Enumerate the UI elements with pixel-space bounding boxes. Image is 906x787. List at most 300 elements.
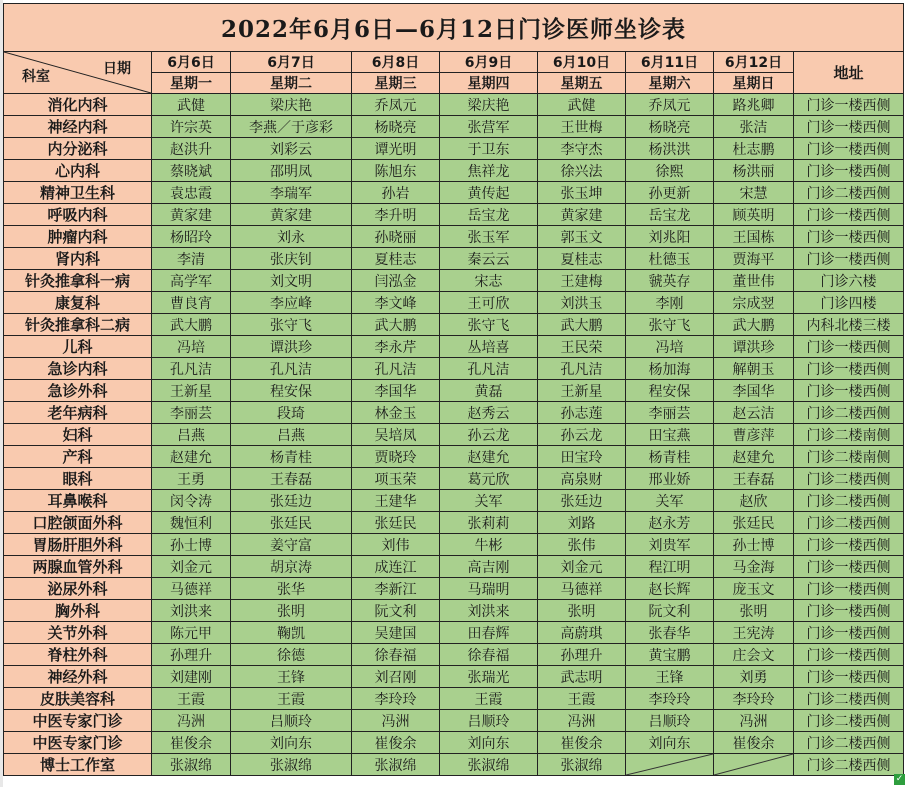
address-cell[interactable]: 门诊六楼 [794, 270, 904, 292]
doctor-cell[interactable]: 赵建允 [152, 446, 231, 468]
doctor-cell[interactable]: 宋志 [440, 270, 538, 292]
address-cell[interactable]: 内科北楼三楼 [794, 314, 904, 336]
address-cell[interactable]: 门诊一楼西侧 [794, 358, 904, 380]
department-cell[interactable]: 心内科 [4, 160, 152, 182]
doctor-cell[interactable]: 田春辉 [440, 622, 538, 644]
doctor-cell[interactable]: 张明 [714, 600, 794, 622]
doctor-cell[interactable]: 冯洲 [152, 710, 231, 732]
doctor-cell[interactable]: 孙晓丽 [352, 226, 440, 248]
doctor-cell[interactable]: 张玉坤 [538, 182, 626, 204]
doctor-cell[interactable]: 赵永芳 [626, 512, 714, 534]
address-cell[interactable]: 门诊一楼西侧 [794, 336, 904, 358]
department-cell[interactable]: 耳鼻喉科 [4, 490, 152, 512]
department-cell[interactable]: 口腔颌面外科 [4, 512, 152, 534]
doctor-cell[interactable]: 孙理升 [152, 644, 231, 666]
doctor-cell[interactable]: 冯洲 [352, 710, 440, 732]
doctor-cell[interactable]: 张淑绵 [352, 754, 440, 776]
doctor-cell[interactable]: 吴培凤 [352, 424, 440, 446]
doctor-cell[interactable]: 段琦 [231, 402, 352, 424]
doctor-cell[interactable]: 王建华 [352, 490, 440, 512]
address-cell[interactable]: 门诊一楼西侧 [794, 622, 904, 644]
doctor-cell[interactable]: 孔凡洁 [440, 358, 538, 380]
doctor-cell[interactable]: 郭玉文 [538, 226, 626, 248]
doctor-cell[interactable]: 贾晓玲 [352, 446, 440, 468]
weekday-header[interactable]: 星期六 [626, 73, 714, 94]
doctor-cell[interactable]: 李永芹 [352, 336, 440, 358]
doctor-cell[interactable]: 刘洪来 [152, 600, 231, 622]
doctor-cell[interactable]: 武健 [152, 94, 231, 116]
address-cell[interactable]: 门诊二楼西侧 [794, 402, 904, 424]
address-cell[interactable]: 门诊一楼西侧 [794, 248, 904, 270]
doctor-cell[interactable]: 孔凡洁 [352, 358, 440, 380]
doctor-cell[interactable]: 孔凡洁 [231, 358, 352, 380]
department-cell[interactable]: 皮肤美容科 [4, 688, 152, 710]
date-header[interactable]: 6月8日 [352, 52, 440, 73]
doctor-cell[interactable]: 宗成翌 [714, 292, 794, 314]
doctor-cell[interactable]: 杨晓亮 [626, 116, 714, 138]
doctor-cell[interactable]: 徐熙 [626, 160, 714, 182]
doctor-cell[interactable]: 李文峰 [352, 292, 440, 314]
department-cell[interactable]: 肾内科 [4, 248, 152, 270]
doctor-cell[interactable]: 关军 [440, 490, 538, 512]
doctor-cell[interactable]: 黄磊 [440, 380, 538, 402]
doctor-cell[interactable]: 武大鹏 [352, 314, 440, 336]
doctor-cell[interactable]: 赵云洁 [714, 402, 794, 424]
weekday-header[interactable]: 星期三 [352, 73, 440, 94]
doctor-cell[interactable]: 王霞 [440, 688, 538, 710]
doctor-cell[interactable]: 夏桂志 [538, 248, 626, 270]
address-cell[interactable]: 门诊一楼西侧 [794, 578, 904, 600]
address-cell[interactable]: 门诊二楼西侧 [794, 710, 904, 732]
doctor-cell[interactable]: 张守飞 [626, 314, 714, 336]
doctor-cell[interactable]: 张春华 [626, 622, 714, 644]
corner-header[interactable] [4, 52, 152, 94]
doctor-cell[interactable]: 张廷民 [231, 512, 352, 534]
doctor-cell[interactable]: 张瑞光 [440, 666, 538, 688]
doctor-cell[interactable]: 崔俊余 [538, 732, 626, 754]
doctor-cell[interactable]: 葛元欣 [440, 468, 538, 490]
doctor-cell[interactable]: 张守飞 [231, 314, 352, 336]
doctor-cell[interactable]: 刘勇 [714, 666, 794, 688]
department-cell[interactable]: 康复科 [4, 292, 152, 314]
doctor-cell[interactable]: 马德祥 [538, 578, 626, 600]
doctor-cell[interactable]: 李升明 [352, 204, 440, 226]
doctor-cell[interactable]: 鞠凯 [231, 622, 352, 644]
doctor-cell[interactable]: 程安保 [626, 380, 714, 402]
doctor-cell[interactable]: 张廷边 [538, 490, 626, 512]
doctor-cell[interactable]: 孙志莲 [538, 402, 626, 424]
doctor-cell[interactable]: 刘路 [538, 512, 626, 534]
doctor-cell[interactable]: 黄家建 [538, 204, 626, 226]
doctor-cell[interactable]: 杨加海 [626, 358, 714, 380]
department-cell[interactable]: 眼科 [4, 468, 152, 490]
address-cell[interactable]: 门诊二楼西侧 [794, 182, 904, 204]
doctor-cell[interactable]: 张廷民 [352, 512, 440, 534]
department-cell[interactable]: 急诊内科 [4, 358, 152, 380]
doctor-cell[interactable]: 杜德玉 [626, 248, 714, 270]
address-cell[interactable]: 门诊一楼西侧 [794, 644, 904, 666]
doctor-cell[interactable]: 赵建允 [440, 446, 538, 468]
department-cell[interactable]: 博士工作室 [4, 754, 152, 776]
doctor-cell[interactable]: 许宗英 [152, 116, 231, 138]
doctor-cell[interactable]: 庄会文 [714, 644, 794, 666]
doctor-cell[interactable]: 王国栋 [714, 226, 794, 248]
doctor-cell[interactable]: 刘向东 [231, 732, 352, 754]
weekday-header[interactable]: 星期二 [231, 73, 352, 94]
address-cell[interactable]: 门诊一楼西侧 [794, 160, 904, 182]
doctor-cell[interactable]: 刘建刚 [152, 666, 231, 688]
doctor-cell[interactable]: 孔凡洁 [152, 358, 231, 380]
doctor-cell[interactable]: 王建梅 [538, 270, 626, 292]
empty-cell[interactable] [714, 754, 794, 776]
doctor-cell[interactable]: 崔俊余 [352, 732, 440, 754]
doctor-cell[interactable]: 谭洪珍 [231, 336, 352, 358]
address-cell[interactable]: 门诊一楼西侧 [794, 138, 904, 160]
doctor-cell[interactable]: 李玲玲 [352, 688, 440, 710]
doctor-cell[interactable]: 曹彦萍 [714, 424, 794, 446]
doctor-cell[interactable]: 刘永 [231, 226, 352, 248]
doctor-cell[interactable]: 乔凤元 [352, 94, 440, 116]
doctor-cell[interactable]: 赵洪升 [152, 138, 231, 160]
doctor-cell[interactable]: 高蔚琪 [538, 622, 626, 644]
doctor-cell[interactable]: 孙更新 [626, 182, 714, 204]
doctor-cell[interactable]: 武志明 [538, 666, 626, 688]
doctor-cell[interactable]: 关军 [626, 490, 714, 512]
doctor-cell[interactable]: 阮文利 [626, 600, 714, 622]
doctor-cell[interactable]: 王可欣 [440, 292, 538, 314]
doctor-cell[interactable]: 王新星 [152, 380, 231, 402]
address-cell[interactable]: 门诊二楼南侧 [794, 446, 904, 468]
doctor-cell[interactable]: 邢业娇 [626, 468, 714, 490]
doctor-cell[interactable]: 杨青桂 [231, 446, 352, 468]
doctor-cell[interactable]: 梁庆艳 [440, 94, 538, 116]
doctor-cell[interactable]: 杨晓亮 [352, 116, 440, 138]
doctor-cell[interactable]: 吕顺玲 [440, 710, 538, 732]
doctor-cell[interactable]: 黄家建 [231, 204, 352, 226]
address-cell[interactable]: 门诊一楼西侧 [794, 556, 904, 578]
doctor-cell[interactable]: 张明 [231, 600, 352, 622]
doctor-cell[interactable]: 王锋 [231, 666, 352, 688]
doctor-cell[interactable]: 杨洪丽 [714, 160, 794, 182]
doctor-cell[interactable]: 吴建国 [352, 622, 440, 644]
address-cell[interactable]: 门诊一楼西侧 [794, 600, 904, 622]
doctor-cell[interactable]: 李守杰 [538, 138, 626, 160]
doctor-cell[interactable]: 李玲玲 [626, 688, 714, 710]
doctor-cell[interactable]: 崔俊余 [152, 732, 231, 754]
doctor-cell[interactable]: 闫泓金 [352, 270, 440, 292]
doctor-cell[interactable]: 孙云龙 [440, 424, 538, 446]
doctor-cell[interactable]: 王世梅 [538, 116, 626, 138]
doctor-cell[interactable]: 魏恒利 [152, 512, 231, 534]
doctor-cell[interactable]: 徐春福 [440, 644, 538, 666]
doctor-cell[interactable]: 张洁 [714, 116, 794, 138]
doctor-cell[interactable]: 王锋 [626, 666, 714, 688]
doctor-cell[interactable]: 武健 [538, 94, 626, 116]
department-cell[interactable]: 肿瘤内科 [4, 226, 152, 248]
weekday-header[interactable]: 星期四 [440, 73, 538, 94]
address-cell[interactable]: 门诊二楼西侧 [794, 754, 904, 776]
doctor-cell[interactable]: 刘贵军 [626, 534, 714, 556]
doctor-cell[interactable]: 曹良宵 [152, 292, 231, 314]
department-cell[interactable]: 中医专家门诊 [4, 732, 152, 754]
doctor-cell[interactable]: 陈元甲 [152, 622, 231, 644]
doctor-cell[interactable]: 李瑞军 [231, 182, 352, 204]
doctor-cell[interactable]: 李应峰 [231, 292, 352, 314]
doctor-cell[interactable]: 李清 [152, 248, 231, 270]
doctor-cell[interactable]: 高学军 [152, 270, 231, 292]
doctor-cell[interactable]: 陈旭东 [352, 160, 440, 182]
doctor-cell[interactable]: 梁庆艳 [231, 94, 352, 116]
address-cell[interactable]: 门诊一楼西侧 [794, 94, 904, 116]
date-header[interactable]: 6月10日 [538, 52, 626, 73]
table-row [4, 314, 904, 336]
doctor-cell[interactable]: 高泉财 [538, 468, 626, 490]
date-header[interactable]: 6月11日 [626, 52, 714, 73]
doctor-cell[interactable]: 乔凤元 [626, 94, 714, 116]
doctor-cell[interactable]: 崔俊余 [714, 732, 794, 754]
address-cell[interactable]: 门诊四楼 [794, 292, 904, 314]
doctor-cell[interactable]: 黄家建 [152, 204, 231, 226]
doctor-cell[interactable]: 杜志鹏 [714, 138, 794, 160]
doctor-cell[interactable]: 李刚 [626, 292, 714, 314]
doctor-cell[interactable]: 路兆卿 [714, 94, 794, 116]
doctor-cell[interactable]: 高吉刚 [440, 556, 538, 578]
doctor-cell[interactable]: 李国华 [714, 380, 794, 402]
address-cell[interactable]: 门诊二楼南侧 [794, 424, 904, 446]
doctor-cell[interactable]: 刘金元 [538, 556, 626, 578]
address-cell[interactable]: 门诊一楼西侧 [794, 534, 904, 556]
doctor-cell[interactable]: 张廷边 [231, 490, 352, 512]
date-header[interactable]: 6月9日 [440, 52, 538, 73]
doctor-cell[interactable]: 杨青桂 [626, 446, 714, 468]
doctor-cell[interactable]: 贾海平 [714, 248, 794, 270]
department-cell[interactable]: 产科 [4, 446, 152, 468]
doctor-cell[interactable]: 刘向东 [440, 732, 538, 754]
doctor-cell[interactable]: 宋慧 [714, 182, 794, 204]
doctor-cell[interactable]: 冯洲 [538, 710, 626, 732]
address-cell[interactable]: 门诊一楼西侧 [794, 204, 904, 226]
doctor-cell[interactable]: 张淑绵 [231, 754, 352, 776]
doctor-cell[interactable]: 顾英明 [714, 204, 794, 226]
doctor-cell[interactable]: 庞玉文 [714, 578, 794, 600]
doctor-cell[interactable]: 胡京涛 [231, 556, 352, 578]
date-header[interactable]: 6月6日 [152, 52, 231, 73]
department-cell[interactable]: 儿科 [4, 336, 152, 358]
doctor-cell[interactable]: 王勇 [152, 468, 231, 490]
date-header[interactable]: 6月7日 [231, 52, 352, 73]
doctor-cell[interactable]: 武大鹏 [538, 314, 626, 336]
address-cell[interactable]: 门诊二楼西侧 [794, 512, 904, 534]
doctor-cell[interactable]: 黄传起 [440, 182, 538, 204]
doctor-cell[interactable]: 岳宝龙 [440, 204, 538, 226]
doctor-cell[interactable]: 程安保 [231, 380, 352, 402]
doctor-cell[interactable]: 张伟 [538, 534, 626, 556]
doctor-cell[interactable]: 王春磊 [231, 468, 352, 490]
doctor-cell[interactable]: 孙云龙 [538, 424, 626, 446]
doctor-cell[interactable]: 张守飞 [440, 314, 538, 336]
doctor-cell[interactable]: 王新星 [538, 380, 626, 402]
table-row [4, 732, 904, 754]
weekday-header[interactable]: 星期一 [152, 73, 231, 94]
doctor-cell[interactable]: 武大鹏 [152, 314, 231, 336]
doctor-cell[interactable]: 孔凡洁 [538, 358, 626, 380]
doctor-cell[interactable]: 谭洪珍 [714, 336, 794, 358]
doctor-cell[interactable]: 秦云云 [440, 248, 538, 270]
department-cell[interactable]: 急诊外科 [4, 380, 152, 402]
doctor-cell[interactable]: 程江明 [626, 556, 714, 578]
doctor-cell[interactable]: 蔡晓斌 [152, 160, 231, 182]
department-cell[interactable]: 妇科 [4, 424, 152, 446]
doctor-cell[interactable]: 赵秀云 [440, 402, 538, 424]
address-cell[interactable]: 门诊一楼西侧 [794, 226, 904, 248]
doctor-cell[interactable]: 王霞 [538, 688, 626, 710]
doctor-cell[interactable]: 王霞 [231, 688, 352, 710]
doctor-cell[interactable]: 冯培 [152, 336, 231, 358]
doctor-cell[interactable]: 焦祥龙 [440, 160, 538, 182]
doctor-cell[interactable]: 李丽芸 [152, 402, 231, 424]
doctor-cell[interactable]: 姜守富 [231, 534, 352, 556]
doctor-cell[interactable]: 张明 [538, 600, 626, 622]
doctor-cell[interactable]: 赵欣 [714, 490, 794, 512]
doctor-cell[interactable]: 阮文利 [352, 600, 440, 622]
doctor-cell[interactable]: 田宝玲 [538, 446, 626, 468]
doctor-cell[interactable]: 王宪涛 [714, 622, 794, 644]
doctor-cell[interactable]: 冯洲 [714, 710, 794, 732]
doctor-cell[interactable]: 闵令涛 [152, 490, 231, 512]
doctor-cell[interactable]: 牛彬 [440, 534, 538, 556]
doctor-cell[interactable]: 夏桂志 [352, 248, 440, 270]
doctor-cell[interactable]: 刘向东 [626, 732, 714, 754]
department-cell[interactable]: 呼吸内科 [4, 204, 152, 226]
doctor-cell[interactable]: 孙士博 [152, 534, 231, 556]
department-cell[interactable]: 消化内科 [4, 94, 152, 116]
doctor-cell[interactable]: 吕燕 [152, 424, 231, 446]
doctor-cell[interactable]: 刘彩云 [231, 138, 352, 160]
address-cell[interactable]: 门诊二楼西侧 [794, 732, 904, 754]
doctor-cell[interactable]: 刘洪来 [440, 600, 538, 622]
doctor-cell[interactable]: 吕顺玲 [231, 710, 352, 732]
department-cell[interactable]: 神经外科 [4, 666, 152, 688]
doctor-cell[interactable]: 于卫东 [440, 138, 538, 160]
doctor-cell[interactable]: 孙士博 [714, 534, 794, 556]
weekday-header[interactable]: 星期五 [538, 73, 626, 94]
doctor-cell[interactable]: 刘文明 [231, 270, 352, 292]
department-cell[interactable]: 神经内科 [4, 116, 152, 138]
doctor-cell[interactable]: 张淑绵 [538, 754, 626, 776]
doctor-cell[interactable]: 项玉荣 [352, 468, 440, 490]
doctor-cell[interactable]: 刘金元 [152, 556, 231, 578]
doctor-cell[interactable]: 岳宝龙 [626, 204, 714, 226]
doctor-cell[interactable]: 邵明凤 [231, 160, 352, 182]
empty-cell[interactable] [626, 754, 714, 776]
doctor-cell[interactable]: 武大鹏 [714, 314, 794, 336]
department-cell[interactable]: 老年病科 [4, 402, 152, 424]
date-header[interactable]: 6月12日 [714, 52, 794, 73]
address-cell[interactable]: 门诊二楼西侧 [794, 688, 904, 710]
doctor-cell[interactable]: 马瑞明 [440, 578, 538, 600]
doctor-cell[interactable]: 虢英存 [626, 270, 714, 292]
doctor-cell[interactable]: 赵建允 [714, 446, 794, 468]
doctor-cell[interactable]: 杨洪洪 [626, 138, 714, 160]
doctor-cell[interactable]: 解朝玉 [714, 358, 794, 380]
doctor-cell[interactable]: 赵长辉 [626, 578, 714, 600]
doctor-cell[interactable]: 李玲玲 [714, 688, 794, 710]
doctor-cell[interactable]: 张莉莉 [440, 512, 538, 534]
doctor-cell[interactable]: 李丽芸 [626, 402, 714, 424]
doctor-cell[interactable]: 田宝燕 [626, 424, 714, 446]
department-cell[interactable]: 胃肠肝胆外科 [4, 534, 152, 556]
doctor-cell[interactable]: 张玉军 [440, 226, 538, 248]
doctor-cell[interactable]: 林金玉 [352, 402, 440, 424]
address-cell[interactable]: 门诊一楼西侧 [794, 116, 904, 138]
department-cell[interactable]: 关节外科 [4, 622, 152, 644]
doctor-cell[interactable]: 袁忠霞 [152, 182, 231, 204]
doctor-cell[interactable]: 王民荣 [538, 336, 626, 358]
doctor-cell[interactable]: 王霞 [152, 688, 231, 710]
address-header[interactable]: 地址 [794, 52, 904, 94]
doctor-cell[interactable]: 孙理升 [538, 644, 626, 666]
doctor-cell[interactable]: 张淑绵 [440, 754, 538, 776]
doctor-cell[interactable]: 马德祥 [152, 578, 231, 600]
doctor-cell[interactable]: 张营军 [440, 116, 538, 138]
doctor-cell[interactable]: 成连江 [352, 556, 440, 578]
doctor-cell[interactable]: 徐德 [231, 644, 352, 666]
table-row [4, 644, 904, 666]
doctor-cell[interactable]: 马金海 [714, 556, 794, 578]
check-icon: ✓ [895, 774, 904, 784]
doctor-cell[interactable]: 张庆钊 [231, 248, 352, 270]
doctor-cell[interactable]: 刘伟 [352, 534, 440, 556]
doctor-cell[interactable]: 李燕／于彦彩 [231, 116, 352, 138]
doctor-cell[interactable]: 丛培喜 [440, 336, 538, 358]
doctor-cell[interactable]: 吕燕 [231, 424, 352, 446]
doctor-cell[interactable]: 冯培 [626, 336, 714, 358]
department-cell[interactable]: 胸外科 [4, 600, 152, 622]
address-cell[interactable]: 门诊二楼西侧 [794, 468, 904, 490]
doctor-cell[interactable]: 张华 [231, 578, 352, 600]
department-cell[interactable]: 泌尿外科 [4, 578, 152, 600]
department-cell[interactable]: 内分泌科 [4, 138, 152, 160]
doctor-cell[interactable]: 刘洪玉 [538, 292, 626, 314]
doctor-cell[interactable]: 谭光明 [352, 138, 440, 160]
department-cell[interactable]: 脊柱外科 [4, 644, 152, 666]
address-cell[interactable]: 门诊一楼西侧 [794, 666, 904, 688]
doctor-cell[interactable]: 李国华 [352, 380, 440, 402]
doctor-cell[interactable]: 刘兆阳 [626, 226, 714, 248]
department-cell[interactable]: 两腺血管外科 [4, 556, 152, 578]
department-cell[interactable]: 精神卫生科 [4, 182, 152, 204]
department-cell[interactable]: 中医专家门诊 [4, 710, 152, 732]
page-title[interactable]: 2022年6月6日—6月12日门诊医师坐诊表 [4, 4, 904, 52]
department-cell[interactable]: 针灸推拿科二病 [4, 314, 152, 336]
doctor-cell[interactable]: 徐春福 [352, 644, 440, 666]
weekday-header[interactable]: 星期日 [714, 73, 794, 94]
doctor-cell[interactable]: 徐兴法 [538, 160, 626, 182]
doctor-cell[interactable]: 李新江 [352, 578, 440, 600]
doctor-cell[interactable]: 张淑绵 [152, 754, 231, 776]
address-cell[interactable]: 门诊二楼西侧 [794, 490, 904, 512]
doctor-cell[interactable]: 孙岩 [352, 182, 440, 204]
doctor-cell[interactable]: 王春磊 [714, 468, 794, 490]
doctor-cell[interactable]: 杨昭玲 [152, 226, 231, 248]
doctor-cell[interactable]: 董世伟 [714, 270, 794, 292]
address-cell[interactable]: 门诊一楼西侧 [794, 380, 904, 402]
doctor-cell[interactable]: 黄宝鹏 [626, 644, 714, 666]
doctor-cell[interactable]: 刘召刚 [352, 666, 440, 688]
doctor-cell[interactable]: 吕顺玲 [626, 710, 714, 732]
department-cell[interactable]: 针灸推拿科一病 [4, 270, 152, 292]
doctor-cell[interactable]: 张廷民 [714, 512, 794, 534]
